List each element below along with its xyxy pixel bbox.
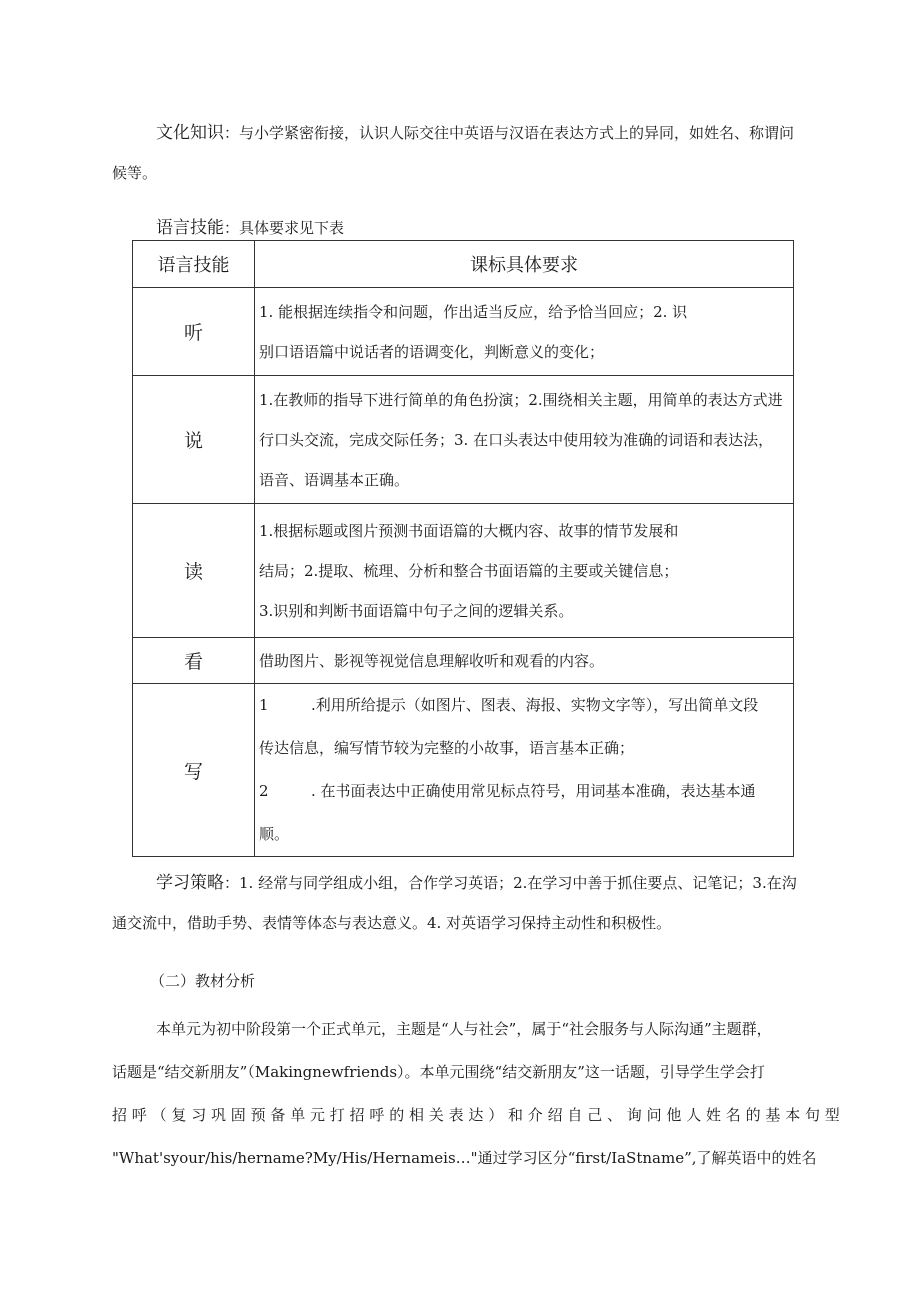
req-line: 结局；2.提取、梳理、分析和整合书面语篇的主要或关键信息； [259, 561, 679, 580]
strategy-text-1: ：1. 经常与同学组成小组，合作学习英语；2.在学习中善于抓住要点、记笔记；3.在沟 [224, 874, 797, 892]
table-row [133, 504, 794, 638]
req-line [259, 770, 787, 813]
table-header-row [133, 241, 794, 288]
req-line: 借助图片、影视等视觉信息理解收听和观看的内容。 [259, 651, 605, 670]
table-row [133, 376, 794, 504]
textbook-analysis-paragraph [112, 1008, 845, 1180]
strategy-line-1 [112, 863, 822, 903]
header-skill: 语言技能 [133, 241, 255, 288]
table-row [133, 638, 794, 684]
item-number: 2 [259, 782, 269, 800]
culture-line-1 [112, 113, 822, 153]
item-number: 1 [259, 696, 269, 714]
analysis-line-3: 招呼（复习巩固预备单元打招呼的相关表达）和介绍自己、询问他人姓名的基本句型 [112, 1106, 845, 1124]
requirement-writing [255, 684, 794, 857]
req-line [259, 684, 787, 727]
skill-writing: 写 [133, 684, 255, 857]
req-text: . 在书面表达中正确使用常见标点符号，用词基本准确，表达基本通 [311, 782, 756, 800]
skills-intro-text: ：具体要求见下表 [224, 219, 345, 237]
req-line: 行口头交流，完成交际任务；3. 在口头表达中使用较为准确的词语和表达法， [259, 430, 774, 449]
requirement-listening [255, 288, 794, 376]
table-row [133, 684, 794, 857]
req-line: 语音、语调基本正确。 [259, 470, 410, 489]
skill-speaking: 说 [133, 376, 255, 504]
culture-text-1: ：与小学紧密衔接，认识人际交往中英语与汉语在表达方式上的异同，如姓名、称谓问 [224, 124, 795, 142]
req-line: 传达信息，编写情节较为完整的小故事，语言基本正确； [259, 739, 635, 757]
requirement-reading [255, 504, 794, 638]
requirement-viewing [255, 638, 794, 684]
skill-listening: 听 [133, 288, 255, 376]
skill-reading: 读 [133, 504, 255, 638]
req-line: 别口语语篇中说话者的语调变化，判断意义的变化； [259, 342, 605, 361]
skill-viewing: 看 [133, 638, 255, 684]
analysis-line-4: "What'syour/his/hername?My/His/Hernameis…"通过学习区分“first/IaStname”,了解英语中的姓名 [112, 1149, 817, 1167]
strategy-line-2: 通交流中，借助手势、表情等体态与表达意义。4. 对英语学习保持主动性和积极性。 [112, 914, 672, 932]
req-line: 3.识别和判断书面语篇中句子之间的逻辑关系。 [259, 601, 574, 620]
req-line: 1.根据标题或图片预测书面语篇的大概内容、故事的情节发展和 [259, 521, 679, 540]
analysis-line-1: 本单元为初中阶段第一个正式单元，主题是“人与社会”，属于“社会服务与人际沟通”主题群， [156, 1020, 772, 1038]
culture-label: 文化知识 [156, 123, 224, 143]
culture-line-2: 候等。 [112, 164, 158, 182]
section-title: （二）教材分析 [150, 972, 256, 990]
skills-label: 语言技能 [156, 218, 224, 238]
table-row [133, 288, 794, 376]
strategy-label: 学习策略 [156, 873, 224, 893]
skills-requirements-table [132, 240, 794, 857]
req-line: 1.在教师的指导下进行简单的角色扮演；2.围绕相关主题，用简单的表达方式进 [259, 390, 783, 409]
analysis-line-2: 话题是“结交新朋友”（Makingnewfriends）。本单元围绕“结交新朋友”这一话题，引导学生学会打 [112, 1063, 765, 1081]
culture-knowledge-paragraph [112, 113, 822, 193]
req-line: 顺。 [259, 825, 290, 843]
requirement-speaking [255, 376, 794, 504]
req-line: 1. 能根据连续指令和问题，作出适当反应，给予恰当回应；2. 识 [259, 302, 688, 321]
learning-strategy-paragraph [112, 863, 822, 943]
req-text: .利用所给提示（如图片、图表、海报、实物文字等），写出简单文段 [311, 696, 759, 714]
header-requirements: 课标具体要求 [255, 241, 794, 288]
